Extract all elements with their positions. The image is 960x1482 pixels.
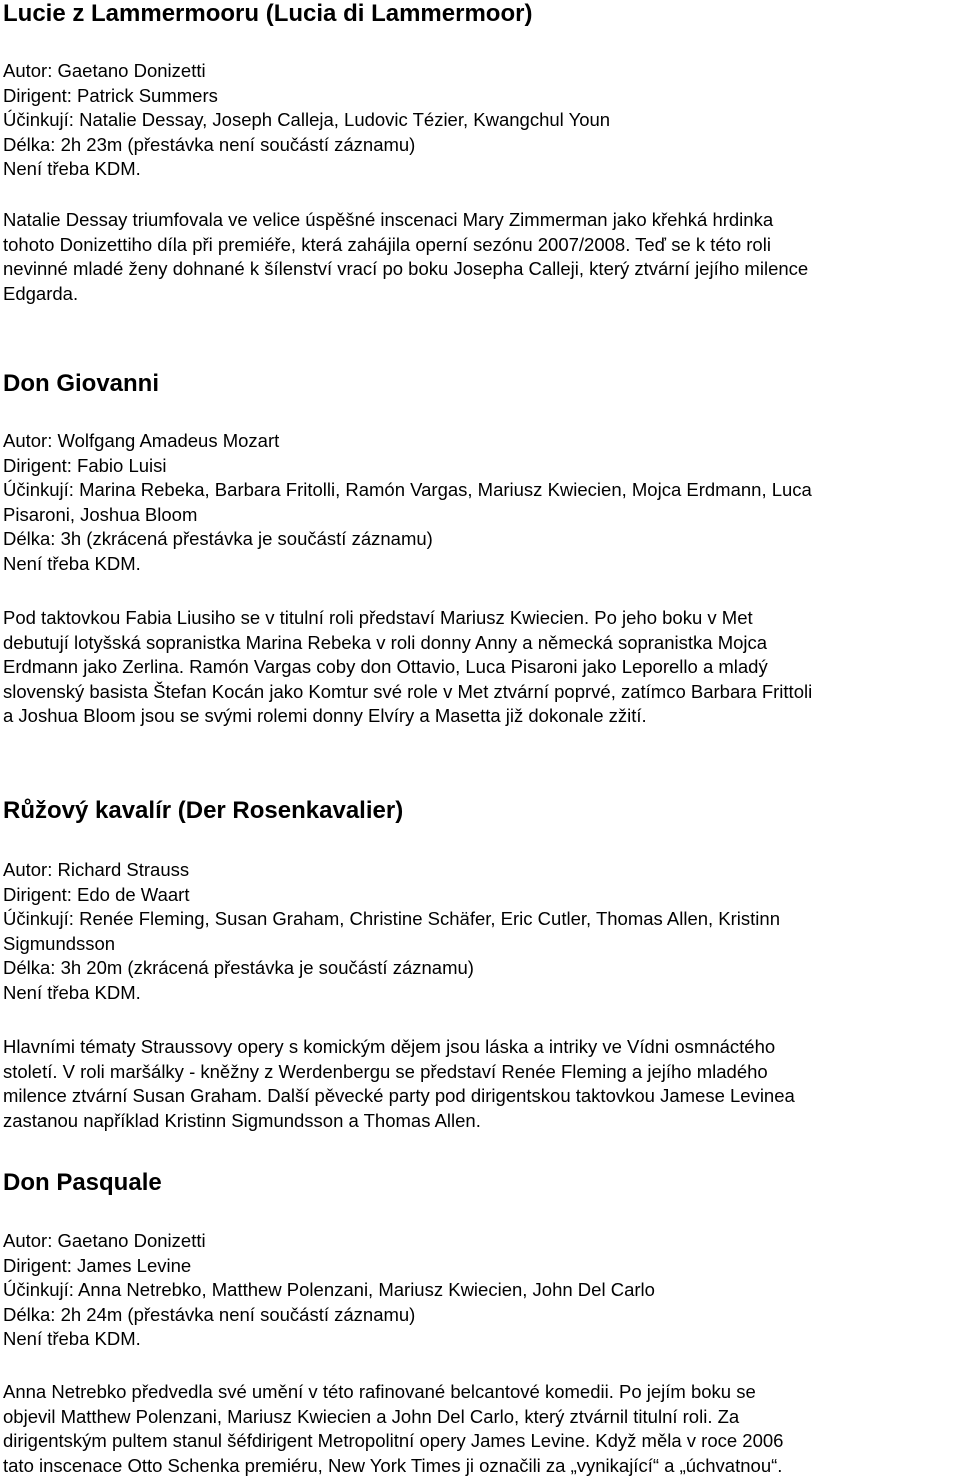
opera-title: Lucie z Lammermooru (Lucia di Lammermoor) xyxy=(3,0,533,27)
opera-title: Don Giovanni xyxy=(3,370,159,397)
duration-line: Délka: 2h 23m (přestávka není součástí záznamu) xyxy=(3,133,416,155)
opera-section-rosenkavalier xyxy=(3,797,957,1131)
description-line: debutují lotyšská sopranistka Marina Rebeka v roli donny Anny a německá sopranistka Mojca xyxy=(3,631,768,653)
opera-title: Růžový kavalír (Der Rosenkavalier) xyxy=(3,797,404,824)
composer-line: Autor: Wolfgang Amadeus Mozart xyxy=(3,430,280,451)
description-line: objevil Matthew Polenzani, Mariusz Kwiecien a John Del Carlo, který ztvárnil titulní roli. Za xyxy=(3,1405,740,1427)
conductor-line: Dirigent: Edo de Waart xyxy=(3,883,190,905)
opera-section-don-giovanni xyxy=(3,370,957,727)
cast-line: Účinkují: Marina Rebeka, Barbara Fritolli, Ramón Vargas, Mariusz Kwiecien, Mojca Erdmann, Luca xyxy=(3,479,812,501)
composer-line: Autor: Richard Strauss xyxy=(3,859,190,880)
description-line: Pod taktovkou Fabia Liusiho se v titulní roli představí Mariusz Kwiecien. Po jeho boku v Met xyxy=(3,607,753,628)
duration-line: Délka: 2h 24m (přestávka není součástí záznamu) xyxy=(3,1303,416,1325)
duration-line: Délka: 3h (zkrácená přestávka je součástí záznamu) xyxy=(3,528,433,550)
cast-line-continued: Sigmundsson xyxy=(3,932,116,954)
description-line: Hlavními tématy Straussovy opery s komickým dějem jsou láska a intriky ve Vídni osmnáctého xyxy=(3,1036,776,1057)
conductor-line: Dirigent: Fabio Luisi xyxy=(3,454,167,476)
description-line: Erdmann jako Zerlina. Ramón Vargas coby don Ottavio, Luca Pisaroni jako Leporello a mladý xyxy=(3,656,768,678)
description-line: Natalie Dessay triumfovala ve velice úspěšné inscenaci Mary Zimmerman jako křehká hrdinka xyxy=(3,209,774,230)
cast-line-continued: Pisaroni, Joshua Bloom xyxy=(3,503,198,525)
description-line: století. V roli maršálky - kněžny z Werdenbergu se představí Renée Fleming a jejího mladého xyxy=(3,1060,768,1082)
description-line: slovenský basista Štefan Kocán jako Komtur své role v Met ztvární poprvé, zatímco Barbara Frittoli xyxy=(3,680,813,702)
description-line: Anna Netrebko předvedla své umění v této rafinované belcantové komedii. Po jejím boku se xyxy=(3,1381,756,1402)
description-line: milence ztvární Susan Graham. Další pěvecké party pod dirigentskou taktovkou Jamese Levinea xyxy=(3,1085,795,1107)
opera-metadata xyxy=(3,858,957,1006)
opera-metadata xyxy=(3,59,957,182)
conductor-line: Dirigent: James Levine xyxy=(3,1254,192,1276)
cast-line: Účinkují: Natalie Dessay, Joseph Calleja, Ludovic Tézier, Kwangchul Youn xyxy=(3,109,611,131)
cast-line: Účinkují: Renée Fleming, Susan Graham, Christine Schäfer, Eric Cutler, Thomas Allen, Kristinn xyxy=(3,908,780,930)
opera-section-lucia xyxy=(3,0,957,304)
opera-metadata xyxy=(3,429,957,577)
description-line: tato inscenace Otto Schenka premiéru, New York Times ji označili za „vynikající“ a „úchvatnou“. xyxy=(3,1454,783,1476)
opera-description xyxy=(3,1035,957,1133)
composer-line: Autor: Gaetano Donizetti xyxy=(3,1230,206,1251)
description-line: dirigentským pultem stanul šéfdirigent Metropolitní opery James Levine. Když měla v roce 2006 xyxy=(3,1430,784,1452)
description-line: nevinné mladé ženy dohnané k šílenství vrací po boku Josepha Calleji, který ztvární jejího milence xyxy=(3,258,809,280)
opera-metadata xyxy=(3,1229,957,1352)
cast-line: Účinkují: Anna Netrebko, Matthew Polenzani, Mariusz Kwiecien, John Del Carlo xyxy=(3,1279,655,1301)
opera-description xyxy=(3,606,957,729)
kdm-note: Není třeba KDM. xyxy=(3,158,141,180)
description-line: zastanou například Kristinn Sigmundsson a Thomas Allen. xyxy=(3,1109,481,1131)
opera-description xyxy=(3,208,957,306)
opera-section-don-pasquale xyxy=(3,1169,957,1476)
conductor-line: Dirigent: Patrick Summers xyxy=(3,84,218,106)
opera-description xyxy=(3,1380,957,1478)
description-line: Edgarda. xyxy=(3,282,79,304)
composer-line: Autor: Gaetano Donizetti xyxy=(3,60,206,81)
kdm-note: Není třeba KDM. xyxy=(3,1328,141,1350)
description-line: tohoto Donizettiho díla při premiéře, která zahájila operní sezónu 2007/2008. Teď se k této roli xyxy=(3,233,771,255)
opera-title: Don Pasquale xyxy=(3,1169,162,1196)
description-line: a Joshua Bloom jsou se svými rolemi donny Elvíry a Masetta již dokonale zžití. xyxy=(3,705,647,727)
kdm-note: Není třeba KDM. xyxy=(3,981,141,1003)
duration-line: Délka: 3h 20m (zkrácená přestávka je součástí záznamu) xyxy=(3,957,474,979)
kdm-note: Není třeba KDM. xyxy=(3,552,141,574)
